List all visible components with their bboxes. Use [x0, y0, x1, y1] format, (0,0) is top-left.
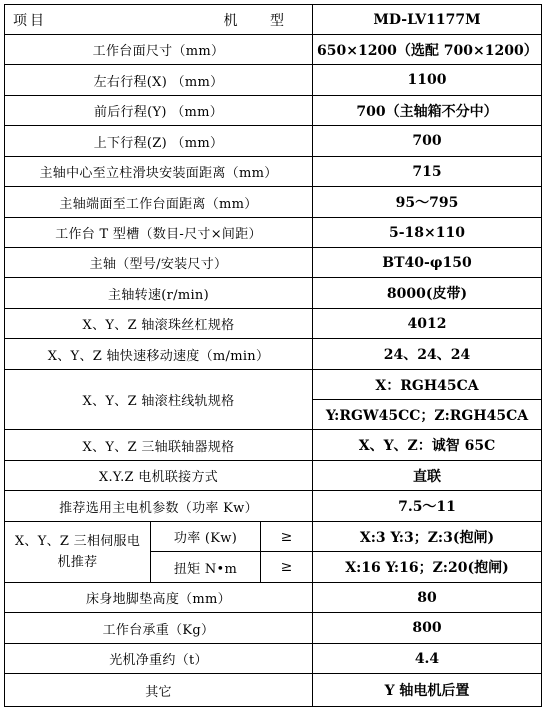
spec-value: 715: [313, 157, 542, 187]
spec-label: 工作台 T 型槽（数目-尺寸×间距）: [5, 218, 313, 248]
spec-table: [4, 4, 542, 707]
spec-row: [5, 461, 542, 491]
header-row: [5, 5, 542, 35]
servo-label: X、Y、Z 三相伺服电机推荐: [5, 522, 151, 583]
spec-value: X、Y、Z：诚智 65C: [313, 430, 542, 461]
spec-label: 推荐选用主电机参数（功率 Kw）: [5, 491, 313, 522]
spec-label: X、Y、Z 轴快速移动速度（m/min）: [5, 339, 313, 370]
spec-row: [5, 491, 542, 522]
servo-torque-value: X:16 Y:16；Z:20(抱闸): [313, 552, 542, 583]
spec-value: Y 轴电机后置: [313, 674, 542, 707]
spec-row: [5, 278, 542, 309]
header-model-label: 机 型: [223, 12, 298, 29]
spec-label: X.Y.Z 电机联接方式: [5, 461, 313, 491]
spec-row: [5, 430, 542, 461]
spec-label: 上下行程(Z) （mm）: [5, 126, 313, 157]
servo-row: [5, 522, 542, 552]
spec-value: 1100: [313, 65, 542, 96]
servo-power-label: 功率 (Kw): [151, 522, 261, 552]
servo-power-symbol: ≥: [261, 522, 313, 552]
spec-label: 主轴转速(r/min): [5, 278, 313, 309]
spec-label: 其它: [5, 674, 313, 707]
rail-value-x: X：RGH45CA: [313, 370, 542, 400]
spec-value: 24、24、24: [313, 339, 542, 370]
header-item-label: 项目: [13, 12, 47, 29]
spec-label: X、Y、Z 三轴联轴器规格: [5, 430, 313, 461]
spec-value: 700: [313, 126, 542, 157]
spec-row: [5, 309, 542, 339]
spec-value: 4012: [313, 309, 542, 339]
spec-label: 前后行程(Y) （mm）: [5, 96, 313, 126]
spec-value: 8000(皮带): [313, 278, 542, 309]
spec-label: 工作台面尺寸（mm）: [5, 35, 313, 65]
spec-value: 4.4: [313, 644, 542, 674]
spec-row: [5, 35, 542, 65]
spec-row: [5, 187, 542, 218]
spec-value: 80: [313, 583, 542, 613]
spec-row: [5, 583, 542, 613]
servo-power-value: X:3 Y:3；Z:3(抱闸): [313, 522, 542, 552]
spec-row: [5, 126, 542, 157]
spec-label: 左右行程(X) （mm）: [5, 65, 313, 96]
spec-label: 工作台承重（Kg）: [5, 613, 313, 644]
spec-label: 主轴中心至立柱滑块安装面距离（mm）: [5, 157, 313, 187]
rail-value-yz: Y:RGW45CC；Z:RGH45CA: [313, 400, 542, 430]
rail-label: X、Y、Z 轴滚柱线轨规格: [5, 370, 313, 430]
spec-row: [5, 96, 542, 126]
spec-value: 直联: [313, 461, 542, 491]
spec-row: [5, 218, 542, 248]
spec-label: X、Y、Z 轴滚珠丝杠规格: [5, 309, 313, 339]
spec-row: [5, 157, 542, 187]
spec-value: 650×1200（选配 700×1200）: [313, 35, 542, 65]
spec-value: 5-18×110: [313, 218, 542, 248]
servo-torque-label: 扭矩 N•m: [151, 552, 261, 583]
spec-label: 光机净重约（t）: [5, 644, 313, 674]
spec-row: [5, 248, 542, 278]
servo-torque-symbol: ≥: [261, 552, 313, 583]
spec-row: [5, 644, 542, 674]
spec-value: 95～795: [313, 187, 542, 218]
spec-label: 床身地脚垫高度（mm）: [5, 583, 313, 613]
spec-value: 800: [313, 613, 542, 644]
spec-row: [5, 674, 542, 707]
spec-row: [5, 339, 542, 370]
spec-label: 主轴端面至工作台面距离（mm）: [5, 187, 313, 218]
spec-label: 主轴（型号/安装尺寸）: [5, 248, 313, 278]
spec-value: BT40-φ150: [313, 248, 542, 278]
spec-row: [5, 65, 542, 96]
rail-row: [5, 370, 542, 400]
header-cell: [5, 5, 313, 35]
spec-value: 700（主轴箱不分中）: [313, 96, 542, 126]
spec-row: [5, 613, 542, 644]
spec-value: 7.5～11: [313, 491, 542, 522]
model-name: MD-LV1177M: [313, 5, 542, 35]
